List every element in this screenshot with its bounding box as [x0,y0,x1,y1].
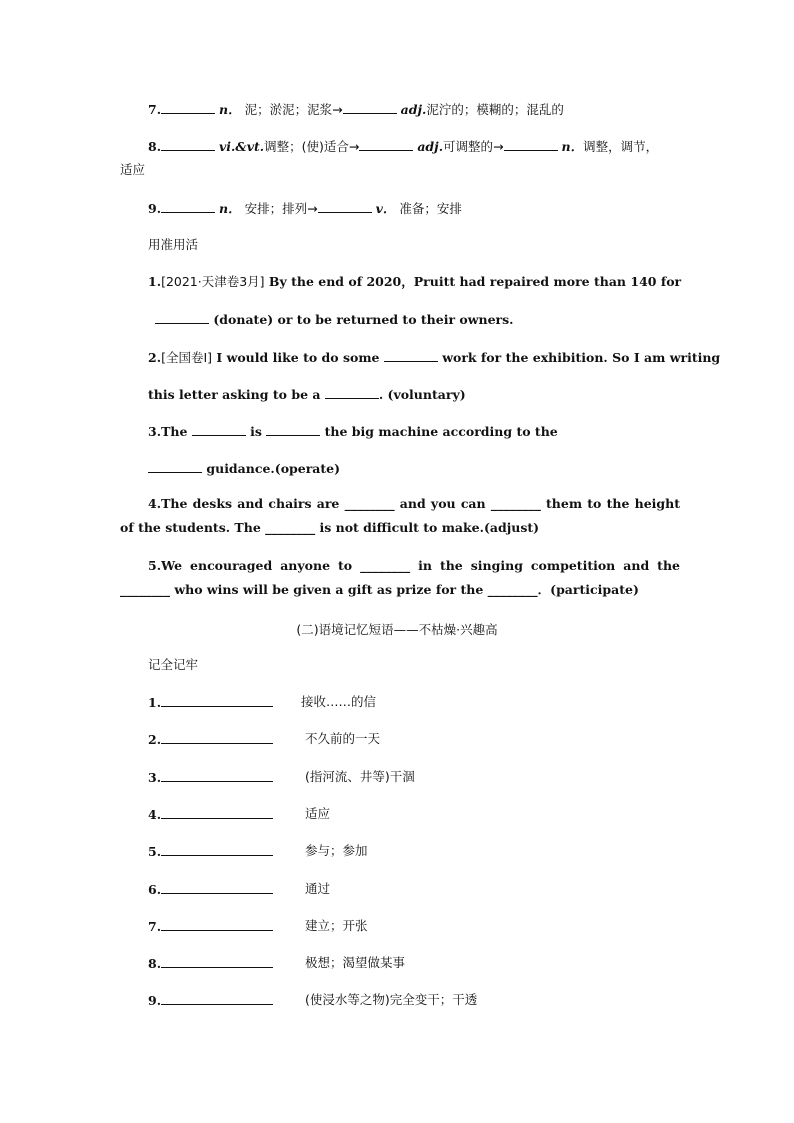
question-1-continued: (donate) or to be returned to their owners. [155,311,514,328]
question-1: 1.[2021·天津卷3月] By the end of 2020，Pruitt had repaired more than 140 for [148,274,682,289]
answer-blank[interactable] [161,769,273,782]
answer-blank[interactable] [161,138,215,151]
answer-blank[interactable] [161,918,273,931]
answer-blank[interactable] [161,843,273,856]
phrase-number: 8. [148,956,162,971]
question-3-continued: guidance.(operate) [148,460,340,477]
phrase-item [148,881,273,898]
answer-blank[interactable] [359,138,413,151]
phrase-meaning: 建立；开张 [305,918,368,933]
phrase-item [148,918,273,935]
answer-blank[interactable] [343,101,397,114]
phrase-meaning: 适应 [305,806,331,821]
answer-blank[interactable] [161,200,215,213]
vocab-item-8: 8. vi.&vt.调整；(使)适合→ adj.可调整的→ n．调整，调节， [148,139,659,154]
question-5: 5.We encouraged anyone to ________ in the singing competition and the ________ who wins will be given a gift as prize for the ________．(participate) [120,558,680,597]
phrase-number: 5. [148,844,162,859]
answer-blank[interactable] [155,311,209,324]
phrase-number: 6. [148,882,162,897]
arrow-icon: → [493,139,504,154]
phrase-item [148,843,273,860]
vocab-item-8-continued: 适应 [120,162,146,177]
arrow-icon: → [348,139,360,154]
phrase-meaning: 参与；参加 [305,843,368,858]
phrase-meaning: 不久前的一天 [305,731,381,746]
section-2-heading: 记全记牢 [148,657,199,672]
phrase-meaning: (指河流、井等)干涸 [305,769,415,784]
question-2: 2.[全国卷Ⅰ] I would like to do some work for the exhibition. So I am writing [148,350,721,365]
phrase-number: 9. [148,993,162,1008]
answer-blank[interactable] [161,731,273,744]
answer-blank[interactable] [325,386,379,399]
vocab-item-7: 7. n． 泥；淤泥；泥浆→ adj.泥泞的；模糊的；混乱的 [148,102,564,117]
arrow-icon: → [332,102,343,117]
section-2-title: (二)语境记忆短语——不枯燥·兴趣高 [296,622,498,637]
phrase-meaning: 接收……的信 [301,694,377,709]
phrase-meaning: (使浸水等之物)完全变干；干透 [305,992,478,1007]
phrase-number: 4. [148,807,162,822]
answer-blank[interactable] [161,881,273,894]
phrase-item [148,694,273,711]
phrase-item [148,806,273,823]
phrase-item [148,769,273,786]
arrow-icon: → [307,201,318,216]
phrase-item [148,992,273,1009]
answer-blank[interactable] [148,460,202,473]
answer-blank[interactable] [384,349,438,362]
phrase-item [148,955,273,972]
answer-blank[interactable] [266,423,320,436]
answer-blank[interactable] [161,955,273,968]
phrase-number: 1. [148,695,162,710]
phrase-number: 7. [148,919,162,934]
answer-blank[interactable] [504,138,558,151]
phrase-item [148,731,273,748]
vocab-item-9: 9. n． 安排；排列→ v． 准备；安排 [148,201,462,216]
phrase-number: 2. [148,732,162,747]
question-2-continued: this letter asking to be a . (voluntary) [148,387,466,402]
section-heading-use: 用准用活 [148,237,199,252]
answer-blank[interactable] [161,694,273,707]
answer-blank[interactable] [161,992,273,1005]
answer-blank[interactable] [192,423,246,436]
question-4: 4.The desks and chairs are ________ and you can ________ them to the height of the students. The ________ is not difficult to make.(adjust) [120,496,680,535]
answer-blank[interactable] [161,101,215,114]
question-3: 3.The is the big machine according to the [148,424,558,439]
answer-blank[interactable] [161,806,273,819]
answer-blank[interactable] [318,200,372,213]
phrase-number: 3. [148,770,162,785]
phrase-meaning: 通过 [305,881,331,896]
phrase-meaning: 极想；渴望做某事 [305,955,406,970]
